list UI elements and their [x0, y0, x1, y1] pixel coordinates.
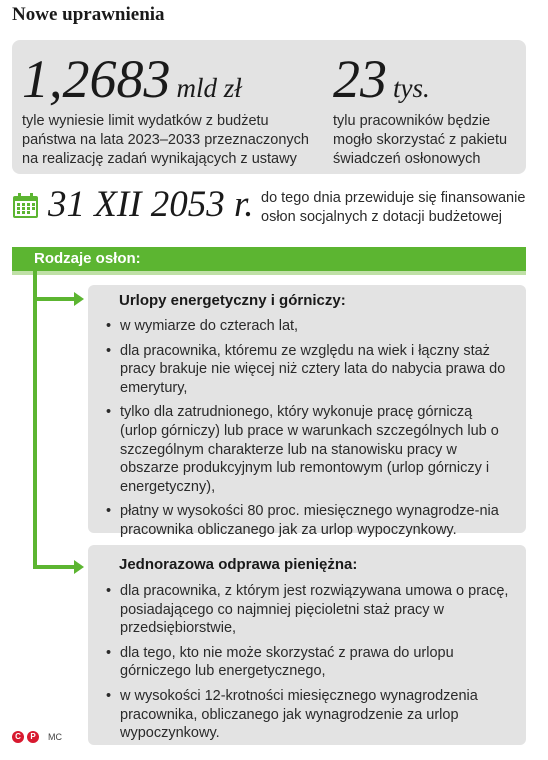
card-heading: Jednorazowa odprawa pieniężna: [119, 556, 358, 573]
stat-budget-desc-line: tyle wyniesie limit wydatków z budżetu [22, 113, 269, 129]
stat-workers-desc-line: świadczeń osłonowych [333, 151, 481, 167]
list-item: • dla pracownika, z którym jest rozwiązywana umowa o pracę, posiadającego co najmniej pięcioletni staż pracy w przedsiębiorstwie, [104, 582, 512, 638]
connector-branch [33, 565, 75, 569]
copyright-icon: C [12, 731, 24, 743]
stat-budget-unit: mld zł [176, 73, 242, 103]
card-severance-pay [88, 545, 526, 745]
deadline-desc-line: do tego dnia przewiduje się finansowanie [261, 190, 526, 206]
section-header [12, 247, 526, 271]
connector-line [33, 271, 37, 569]
card-energy-leave [88, 285, 526, 538]
credits [12, 731, 62, 743]
section-header-underline [12, 271, 526, 275]
connector-branch [33, 297, 75, 301]
section-header-label: Rodzaje osłon: [34, 250, 141, 267]
stat-workers-desc-line: tylu pracowników będzie [333, 113, 491, 129]
stat-workers-unit: tys. [393, 73, 430, 103]
card-list [104, 582, 512, 749]
card-heading: Urlopy energetyczny i górniczy: [119, 292, 346, 309]
page-title: Nowe uprawnienia [12, 4, 165, 25]
p-icon: P [27, 731, 39, 743]
card-list [104, 317, 512, 546]
calendar-icon [12, 193, 39, 219]
stat-budget-desc-line: państwa na lata 2023–2033 przeznaczonych [22, 132, 309, 148]
arrow-right-icon [74, 560, 84, 574]
author-initials: MC [48, 732, 62, 742]
deadline-desc-line: osłon socjalnych z dotacji budżetowej [261, 209, 502, 225]
list-item: • w wymiarze do czterach lat, [104, 317, 512, 336]
stat-budget [22, 49, 242, 109]
stat-budget-desc [22, 112, 309, 169]
stat-budget-desc-line: na realizację zadań wynikających z ustawy [22, 151, 297, 167]
list-item: • dla pracownika, któremu ze względu na wiek i łączny staż pracy brakuje nie więcej niż cztery lata do nabycia prawa do emerytury, [104, 342, 512, 398]
stat-workers-number: 23 [333, 49, 387, 109]
stat-workers-desc [333, 112, 507, 169]
list-item: • dla tego, kto nie może skorzystać z prawa do urlopu górniczego lub energetycznego, [104, 644, 512, 681]
list-item: • tylko dla zatrudnionego, który wykonuje pracę górniczą (urlop górniczy) lub prace w warunkach szczególnych lub o szczególnym charakterze lub na stanowisku pracy w obszarze produkcyjnym lub remontowym (urlop górniczy i energetyczny), [104, 403, 512, 496]
arrow-right-icon [74, 292, 84, 306]
deadline-date: 31 XII 2053 r. [48, 184, 254, 225]
list-item: • płatny w wysokości 80 proc. miesięcznego wynagrodze-nia pracownika obliczanego jak za urlop wypoczynkowy. [104, 502, 512, 539]
deadline-desc [261, 189, 531, 227]
stat-workers-desc-line: mogło skorzystać z pakietu [333, 132, 508, 148]
stat-workers [333, 49, 430, 109]
list-item: • w wysokości 12-krotności miesięcznego wynagrodzenia pracownika, obliczanego jak wynagrodzenie za urlop wypoczynkowy. [104, 687, 512, 743]
stats-panel [12, 40, 526, 174]
stat-budget-number: 1,2683 [22, 49, 171, 109]
